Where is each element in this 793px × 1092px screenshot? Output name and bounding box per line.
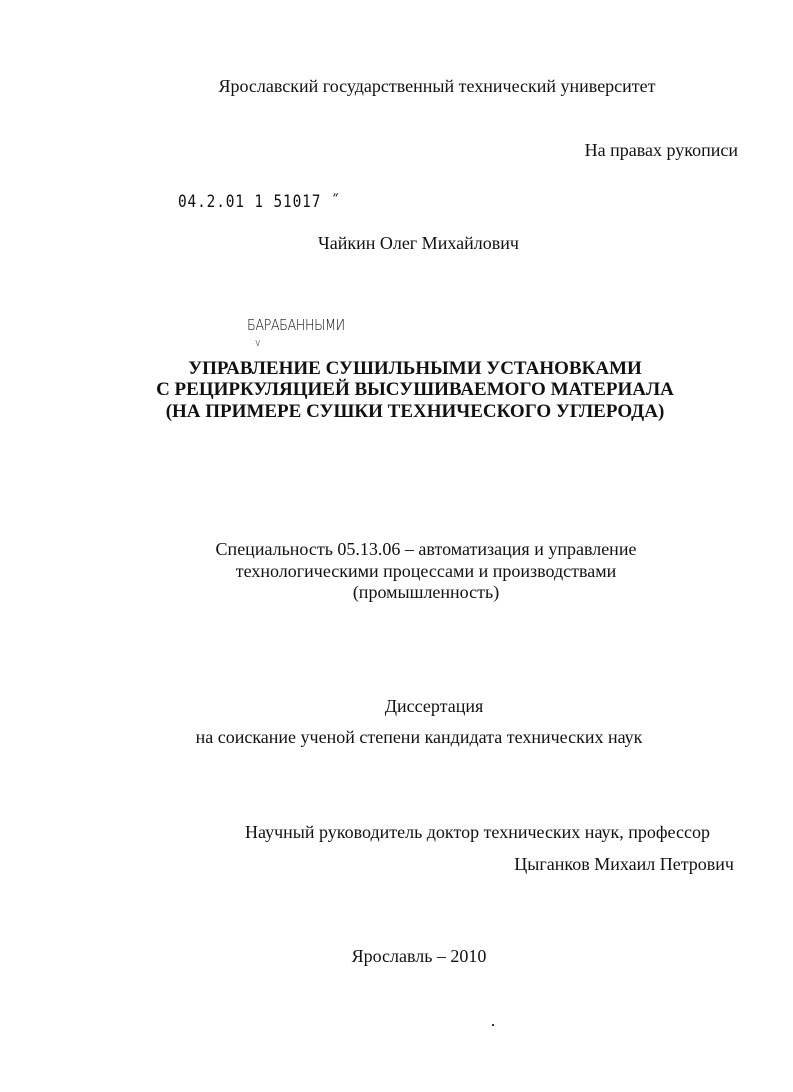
university-name: Ярославский государственный технический университет [218, 76, 656, 96]
handwritten-insert: БАРАБАННЫМИ [247, 316, 345, 334]
title-line-1: УПРАВЛЕНИЕ СУШИЛЬНЫМИ УСТАНОВКАМИ [188, 358, 642, 379]
title-line-3: (НА ПРИМЕРЕ СУШКИ ТЕХНИЧЕСКОГО УГЛЕРОДА) [165, 401, 665, 422]
title-line-2: С РЕЦИРКУЛЯЦИЕЙ ВЫСУШИВАЕМОГО МАТЕРИАЛА [156, 379, 674, 400]
scan-speck [492, 1024, 494, 1026]
work-type: Диссертация [384, 696, 484, 716]
specialty-line-2: технологическими процессами и производствами [235, 561, 617, 581]
degree: на соискание ученой степени кандидата технических наук [195, 727, 643, 747]
stamp-number: 04.2.01 1 51017 ˝ [178, 192, 341, 212]
manuscript-note: На правах рукописи [584, 140, 738, 160]
caret-mark: v [255, 336, 261, 349]
author-name: Чайкин Олег Михайлович [318, 233, 519, 253]
supervisor-label: Научный руководитель доктор технических наук, профессор [245, 822, 710, 842]
place-year: Ярославль – 2010 [351, 946, 487, 966]
specialty-line-1: Специальность 05.13.06 – автоматизация и управление [215, 539, 637, 559]
supervisor-name: Цыганков Михаил Петрович [514, 854, 734, 874]
specialty-line-3: (промышленность) [352, 582, 500, 602]
